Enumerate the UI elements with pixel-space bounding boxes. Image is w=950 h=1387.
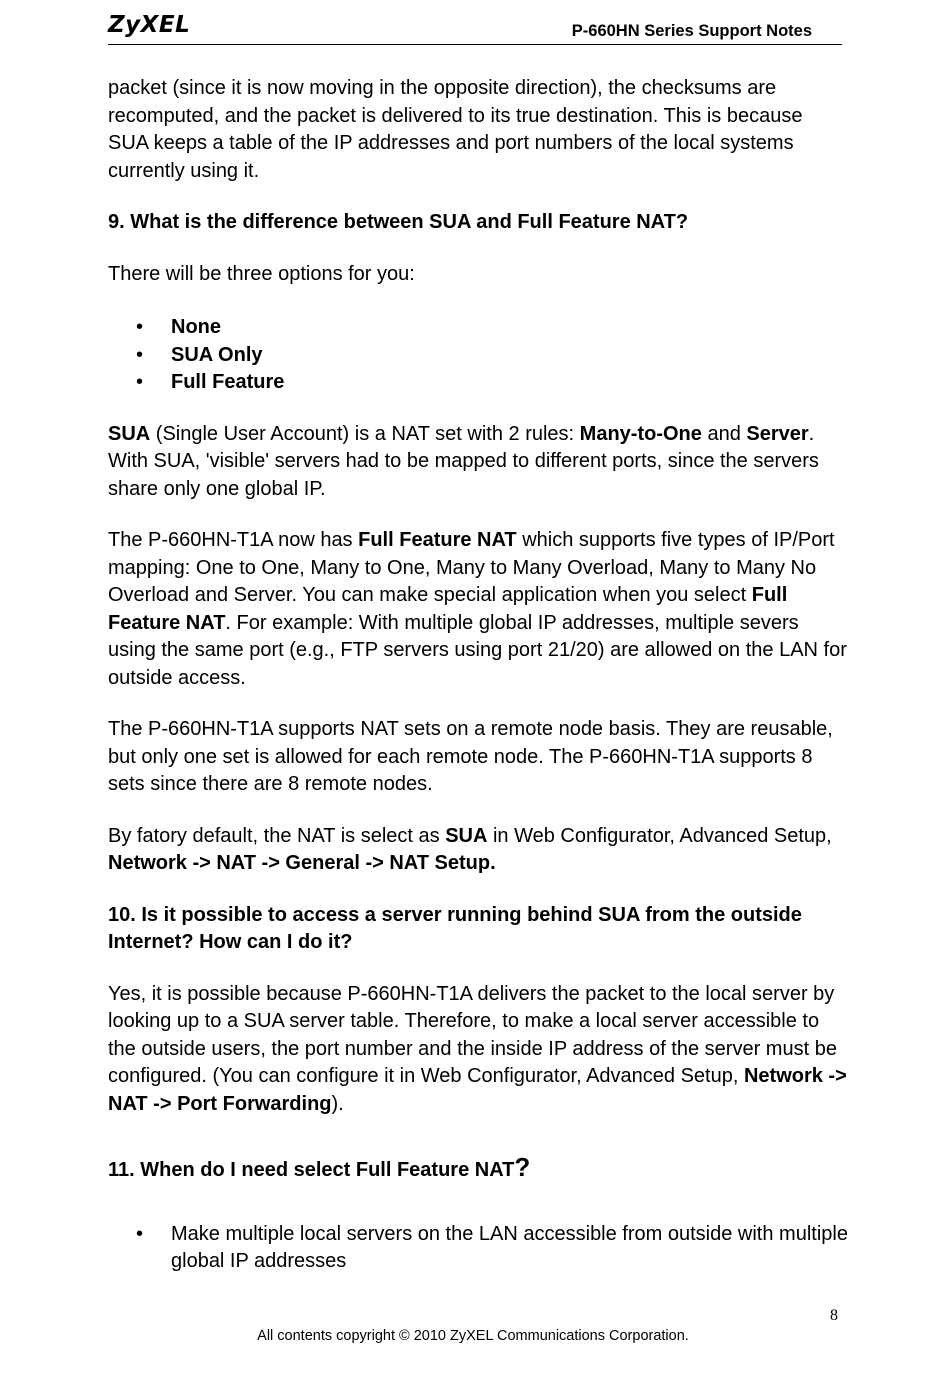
bold-text: SUA (445, 824, 488, 847)
question-9-heading: 9. What is the difference between SUA and Full Feature NAT? (108, 211, 689, 233)
text: . With SUA, 'visible' servers had to be mapped to different ports, since the servers share only one global IP. (108, 422, 819, 500)
text: and (701, 422, 747, 445)
text: (Single User Account) is a NAT set with 2 rules: (150, 422, 580, 445)
question-mark: ? (514, 1152, 531, 1182)
bold-text: Full Feature NAT (358, 529, 517, 551)
nat-options-list (108, 314, 848, 397)
list-item: • Full Feature (108, 369, 848, 397)
question-11-heading (108, 1154, 848, 1185)
page-footer (0, 1328, 950, 1344)
page-number: 8 (830, 1307, 838, 1324)
text: . For example: With multiple global IP addresses, multiple severs using the same port (e.g., FTP servers using port 21/20) are allowed on the LAN for outside access. (108, 611, 847, 689)
text: Yes, it is possible because P-660HN-T1A delivers the packet to the local server by looking up to a SUA server table. Therefore, to make a local server accessible to the outside users, the port number and the inside IP address of the server must be configured. (You can configure it in Web Configurator, Advanced Setup, (108, 982, 837, 1087)
text: in Web Configurator, Advanced Setup, (487, 824, 832, 847)
sua-paragraph (108, 421, 848, 504)
full-feature-paragraph (108, 527, 848, 692)
list-item: • None (108, 314, 848, 342)
text: The P-660HN-T1A now has (108, 529, 359, 551)
options-intro: There will be three options for you: (108, 262, 415, 285)
text: ). (331, 1092, 344, 1115)
document-body (108, 75, 848, 1276)
page-header (108, 10, 842, 45)
bold-text: Network -> NAT -> Port Forwarding (108, 1065, 847, 1115)
zyxel-logo: ZyXEL (108, 12, 191, 38)
question-10-heading: 10. Is it possible to access a server running behind SUA from the outside Internet? How can I do it? (108, 903, 802, 953)
factory-default-paragraph (108, 823, 848, 878)
bold-text: Server (746, 422, 809, 445)
question-11-list (108, 1221, 848, 1276)
bold-text: Full Feature NAT (108, 584, 788, 634)
text: By fatory default, the NAT is select as (108, 824, 446, 847)
copyright-text: All contents copyright © 2010 ZyXEL Communications Corporation. (257, 1328, 689, 1344)
text: which supports five types of IP/Port mapping: One to One, Many to One, Many to Many Overload, Many to Many No Overload and Server. You can make special application when you select (108, 529, 835, 606)
bold-text: Many-to-One (579, 422, 702, 445)
header-title: P-660HN Series Support Notes (571, 22, 812, 40)
answer-10-paragraph (108, 981, 848, 1119)
nat-sets-paragraph: The P-660HN-T1A supports NAT sets on a remote node basis. They are reusable, but only one set is allowed for each remote node. The P-660HN-T1A supports 8 sets since there are 8 remote nodes. (108, 718, 833, 795)
bold-text: SUA (108, 422, 151, 445)
paragraph-continuation: packet (since it is now moving in the opposite direction), the checksums are recomputed, and the packet is delivered to its true destination. This is because SUA keeps a table of the IP addresses and port numbers of the local systems currently using it. (108, 77, 803, 182)
text: 11. When do I need select Full Feature NAT (108, 1159, 515, 1181)
list-item: • SUA Only (108, 342, 848, 370)
list-item: • Make multiple local servers on the LAN accessible from outside with multiple global IP addresses (108, 1221, 848, 1276)
bold-text: Network -> NAT -> General -> NAT Setup. (108, 852, 496, 874)
